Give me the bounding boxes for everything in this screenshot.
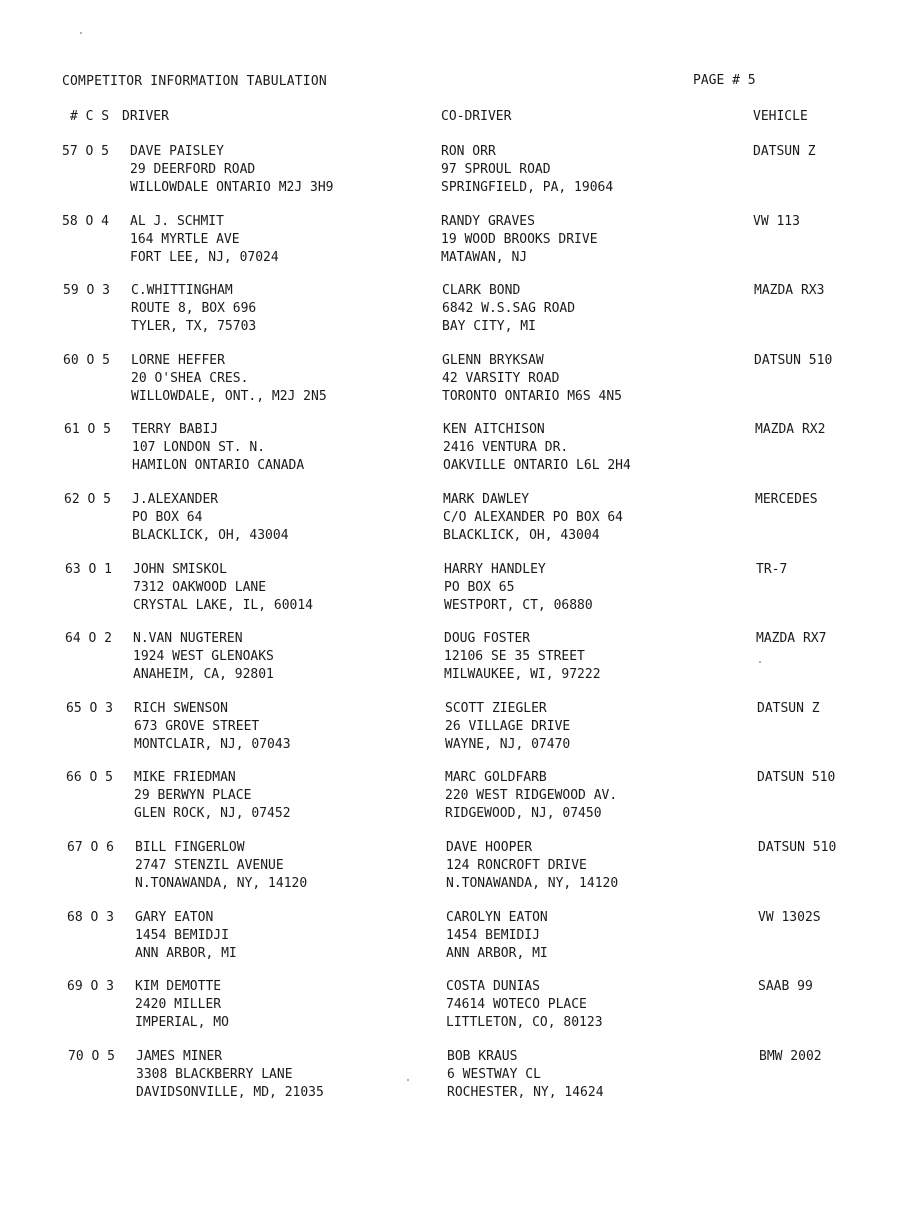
- competitor-entry: [68, 1048, 868, 1108]
- driver-address-line: 673 GROVE STREET: [134, 719, 260, 734]
- driver-address-line: 29 DEERFORD ROAD: [130, 162, 256, 177]
- competitor-entry: [65, 561, 865, 621]
- codriver-name: RANDY GRAVES: [441, 214, 535, 229]
- codriver-address-line: PO BOX 65: [444, 580, 515, 595]
- entry-number-class: 69 O 3: [67, 979, 114, 994]
- driver-name: KIM DEMOTTE: [135, 979, 222, 994]
- competitor-entry: [63, 352, 863, 412]
- codriver-address-line: C/O ALEXANDER PO BOX 64: [443, 510, 624, 525]
- competitor-entry: [65, 630, 865, 690]
- competitor-entry: [67, 978, 867, 1038]
- driver-address-line: N.TONAWANDA, NY, 14120: [135, 876, 308, 891]
- vehicle: MERCEDES: [755, 492, 818, 507]
- entry-number-class: 57 O 5: [62, 144, 109, 159]
- vehicle: DATSUN 510: [754, 353, 833, 368]
- driver-name: AL J. SCHMIT: [130, 214, 224, 229]
- driver-address-line: 1454 BEMIDJI: [135, 928, 229, 943]
- vehicle: MAZDA RX3: [754, 283, 825, 298]
- driver-address-line: FORT LEE, NJ, 07024: [130, 250, 279, 265]
- driver-name: J.ALEXANDER: [132, 492, 219, 507]
- driver-address-line: IMPERIAL, MO: [135, 1015, 229, 1030]
- codriver-address-line: 74614 WOTECO PLACE: [446, 997, 587, 1012]
- codriver-address-line: 6 WESTWAY CL: [447, 1067, 541, 1082]
- driver-address-line: 20 O'SHEA CRES.: [131, 371, 249, 386]
- driver-address-line: 7312 OAKWOOD LANE: [133, 580, 267, 595]
- driver-address-line: TYLER, TX, 75703: [131, 319, 257, 334]
- codriver-address-line: N.TONAWANDA, NY, 14120: [446, 876, 619, 891]
- driver-name: JAMES MINER: [136, 1049, 223, 1064]
- codriver-address-line: MATAWAN, NJ: [441, 250, 528, 265]
- vehicle: DATSUN 510: [758, 840, 837, 855]
- entry-number-class: 65 O 3: [66, 701, 113, 716]
- driver-address-line: 1924 WEST GLENOAKS: [133, 649, 274, 664]
- driver-address-line: BLACKLICK, OH, 43004: [132, 528, 289, 543]
- codriver-address-line: 97 SPROUL ROAD: [441, 162, 551, 177]
- entry-number-class: 62 O 5: [64, 492, 111, 507]
- competitor-entry: [63, 282, 863, 342]
- codriver-name: RON ORR: [441, 144, 496, 159]
- page-title: COMPETITOR INFORMATION TABULATION: [62, 74, 327, 89]
- driver-address-line: DAVIDSONVILLE, MD, 21035: [136, 1085, 324, 1100]
- driver-address-line: GLEN ROCK, NJ, 07452: [134, 806, 291, 821]
- driver-name: N.VAN NUGTEREN: [133, 631, 243, 646]
- entry-number-class: 67 O 6: [67, 840, 114, 855]
- entry-number-class: 70 O 5: [68, 1049, 115, 1064]
- entry-number-class: 68 O 3: [67, 910, 114, 925]
- codriver-name: BOB KRAUS: [447, 1049, 518, 1064]
- driver-address-line: WILLOWDALE ONTARIO M2J 3H9: [130, 180, 334, 195]
- competitor-entry: [67, 839, 867, 899]
- vehicle: MAZDA RX7: [756, 631, 827, 646]
- entry-number-class: 61 O 5: [64, 422, 111, 437]
- driver-address-line: 164 MYRTLE AVE: [130, 232, 240, 247]
- codriver-address-line: WESTPORT, CT, 06880: [444, 598, 593, 613]
- driver-address-line: ROUTE 8, BOX 696: [131, 301, 257, 316]
- codriver-address-line: MILWAUKEE, WI, 97222: [444, 667, 601, 682]
- entry-number-class: 64 O 2: [65, 631, 112, 646]
- driver-address-line: 3308 BLACKBERRY LANE: [136, 1067, 293, 1082]
- codriver-address-line: TORONTO ONTARIO M6S 4N5: [442, 389, 623, 404]
- codriver-name: KEN AITCHISON: [443, 422, 545, 437]
- scan-speck: [407, 1079, 409, 1081]
- column-header-num: # C S: [70, 109, 110, 124]
- competitor-entry: [62, 213, 862, 273]
- driver-address-line: 2747 STENZIL AVENUE: [135, 858, 284, 873]
- vehicle: DATSUN 510: [757, 770, 836, 785]
- entry-number-class: 66 O 5: [66, 770, 113, 785]
- column-header-codriver: CO-DRIVER: [441, 109, 512, 124]
- driver-address-line: ANN ARBOR, MI: [135, 946, 237, 961]
- codriver-name: CLARK BOND: [442, 283, 521, 298]
- codriver-address-line: 26 VILLAGE DRIVE: [445, 719, 571, 734]
- driver-address-line: PO BOX 64: [132, 510, 203, 525]
- codriver-name: MARK DAWLEY: [443, 492, 530, 507]
- driver-address-line: CRYSTAL LAKE, IL, 60014: [133, 598, 314, 613]
- driver-address-line: WILLOWDALE, ONT., M2J 2N5: [131, 389, 327, 404]
- driver-name: MIKE FRIEDMAN: [134, 770, 236, 785]
- codriver-address-line: ANN ARBOR, MI: [446, 946, 548, 961]
- driver-name: JOHN SMISKOL: [133, 562, 227, 577]
- codriver-name: SCOTT ZIEGLER: [445, 701, 547, 716]
- driver-name: LORNE HEFFER: [131, 353, 225, 368]
- competitor-entry: [66, 700, 866, 760]
- codriver-address-line: 1454 BEMIDIJ: [446, 928, 540, 943]
- driver-name: TERRY BABIJ: [132, 422, 219, 437]
- entry-number-class: 59 O 3: [63, 283, 110, 298]
- scan-speck: [80, 32, 82, 34]
- vehicle: VW 113: [753, 214, 800, 229]
- column-header-vehicle: VEHICLE: [753, 109, 808, 124]
- codriver-address-line: WAYNE, NJ, 07470: [445, 737, 571, 752]
- competitor-entry: [62, 143, 862, 203]
- vehicle: SAAB 99: [758, 979, 813, 994]
- competitor-entry: [64, 421, 864, 481]
- vehicle: BMW 2002: [759, 1049, 822, 1064]
- competitor-entry: [64, 491, 864, 551]
- vehicle: TR-7: [756, 562, 788, 577]
- codriver-name: GLENN BRYKSAW: [442, 353, 544, 368]
- entry-number-class: 63 O 1: [65, 562, 112, 577]
- driver-address-line: HAMILON ONTARIO CANADA: [132, 458, 305, 473]
- scan-speck: [759, 661, 761, 663]
- codriver-address-line: BAY CITY, MI: [442, 319, 536, 334]
- entry-number-class: 58 O 4: [62, 214, 109, 229]
- codriver-address-line: OAKVILLE ONTARIO L6L 2H4: [443, 458, 631, 473]
- codriver-address-line: RIDGEWOOD, NJ, 07450: [445, 806, 602, 821]
- driver-name: RICH SWENSON: [134, 701, 228, 716]
- codriver-name: DOUG FOSTER: [444, 631, 531, 646]
- codriver-address-line: LITTLETON, CO, 80123: [446, 1015, 603, 1030]
- vehicle: DATSUN Z: [753, 144, 816, 159]
- codriver-address-line: SPRINGFIELD, PA, 19064: [441, 180, 614, 195]
- driver-address-line: 107 LONDON ST. N.: [132, 440, 266, 455]
- codriver-address-line: 124 RONCROFT DRIVE: [446, 858, 587, 873]
- codriver-name: MARC GOLDFARB: [445, 770, 547, 785]
- codriver-address-line: BLACKLICK, OH, 43004: [443, 528, 600, 543]
- competitor-entry: [67, 909, 867, 969]
- codriver-address-line: 12106 SE 35 STREET: [444, 649, 585, 664]
- vehicle: VW 1302S: [758, 910, 821, 925]
- codriver-address-line: 19 WOOD BROOKS DRIVE: [441, 232, 598, 247]
- vehicle: DATSUN Z: [757, 701, 820, 716]
- codriver-name: HARRY HANDLEY: [444, 562, 546, 577]
- competitor-entry: [66, 769, 866, 829]
- driver-address-line: 2420 MILLER: [135, 997, 222, 1012]
- driver-name: C.WHITTINGHAM: [131, 283, 233, 298]
- codriver-name: CAROLYN EATON: [446, 910, 548, 925]
- codriver-address-line: 2416 VENTURA DR.: [443, 440, 569, 455]
- driver-address-line: ANAHEIM, CA, 92801: [133, 667, 274, 682]
- driver-name: BILL FINGERLOW: [135, 840, 245, 855]
- codriver-address-line: ROCHESTER, NY, 14624: [447, 1085, 604, 1100]
- driver-name: GARY EATON: [135, 910, 214, 925]
- codriver-address-line: 220 WEST RIDGEWOOD AV.: [445, 788, 618, 803]
- page-number: PAGE # 5: [693, 73, 756, 88]
- codriver-address-line: 42 VARSITY ROAD: [442, 371, 560, 386]
- codriver-address-line: 6842 W.S.SAG ROAD: [442, 301, 576, 316]
- driver-name: DAVE PAISLEY: [130, 144, 224, 159]
- entry-number-class: 60 O 5: [63, 353, 110, 368]
- vehicle: MAZDA RX2: [755, 422, 826, 437]
- driver-address-line: MONTCLAIR, NJ, 07043: [134, 737, 291, 752]
- codriver-name: COSTA DUNIAS: [446, 979, 540, 994]
- codriver-name: DAVE HOOPER: [446, 840, 533, 855]
- driver-address-line: 29 BERWYN PLACE: [134, 788, 252, 803]
- column-header-driver: DRIVER: [122, 109, 169, 124]
